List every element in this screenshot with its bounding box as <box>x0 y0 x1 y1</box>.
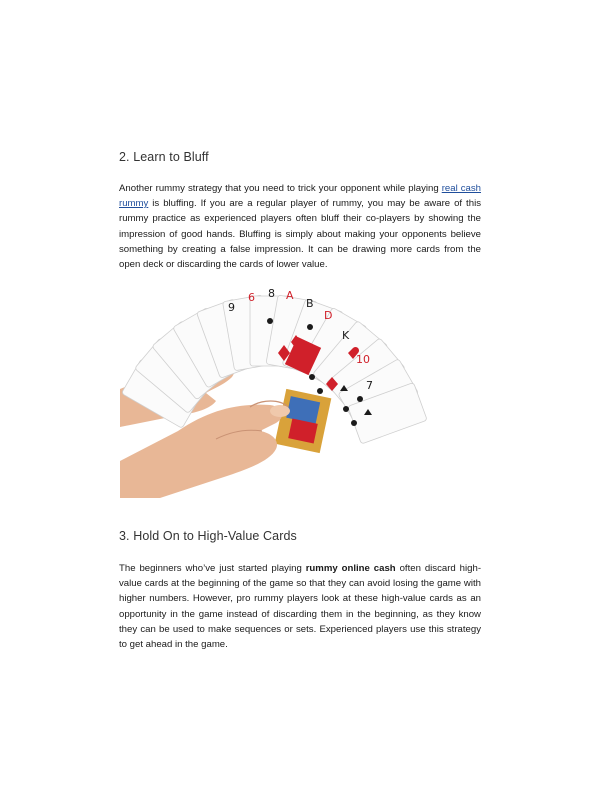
svg-text:B: B <box>306 297 314 310</box>
section-heading-learn-to-bluff: 2. Learn to Bluff <box>119 150 209 164</box>
real-cash-rummy-link[interactable]: real cash rummy <box>119 183 481 210</box>
bold-keyword: rummy online cash <box>305 563 396 574</box>
svg-text:8: 8 <box>268 287 275 300</box>
svg-text:6: 6 <box>248 291 255 304</box>
svg-text:D: D <box>324 309 333 322</box>
svg-text:9: 9 <box>228 301 235 314</box>
paragraph-text: Another rummy strategy that you need to trick your opponent while playing <box>119 183 442 194</box>
svg-text:7: 7 <box>366 379 373 392</box>
paragraph-text: The beginners who’ve just started playing <box>119 563 306 574</box>
paragraph-text: is bluffing. If you are a regular player of rummy, you may be aware of this rummy practice as experienced players often bluff their co-players by showing the impression of good hands. Bluffing is simply about making your opponents believe something by creating a false impression. It can be drawing more cards from the open deck or discarding the cards of lower value. <box>119 198 481 271</box>
playing-cards-fan-image <box>120 281 444 498</box>
svg-text:10: 10 <box>356 353 370 366</box>
svg-text:K: K <box>342 329 350 342</box>
section-paragraph-bluff <box>119 181 481 272</box>
svg-text:A: A <box>286 289 294 302</box>
section-paragraph-high-value <box>119 561 481 652</box>
paragraph-text: often discard high-value cards at the beginning of the game so that they can avoid losing the game with higher numbers. However, pro rummy players look at these high-value cards as an opportunity in the game instead of discarding them in the beginning, as they know they can be used to make sequences or sets. Experienced players use this strategy to get ahead in the game. <box>119 563 482 651</box>
section-heading-hold-high-value-cards: 3. Hold On to High-Value Cards <box>119 529 297 543</box>
hands-holding-cards-photo <box>120 281 444 498</box>
